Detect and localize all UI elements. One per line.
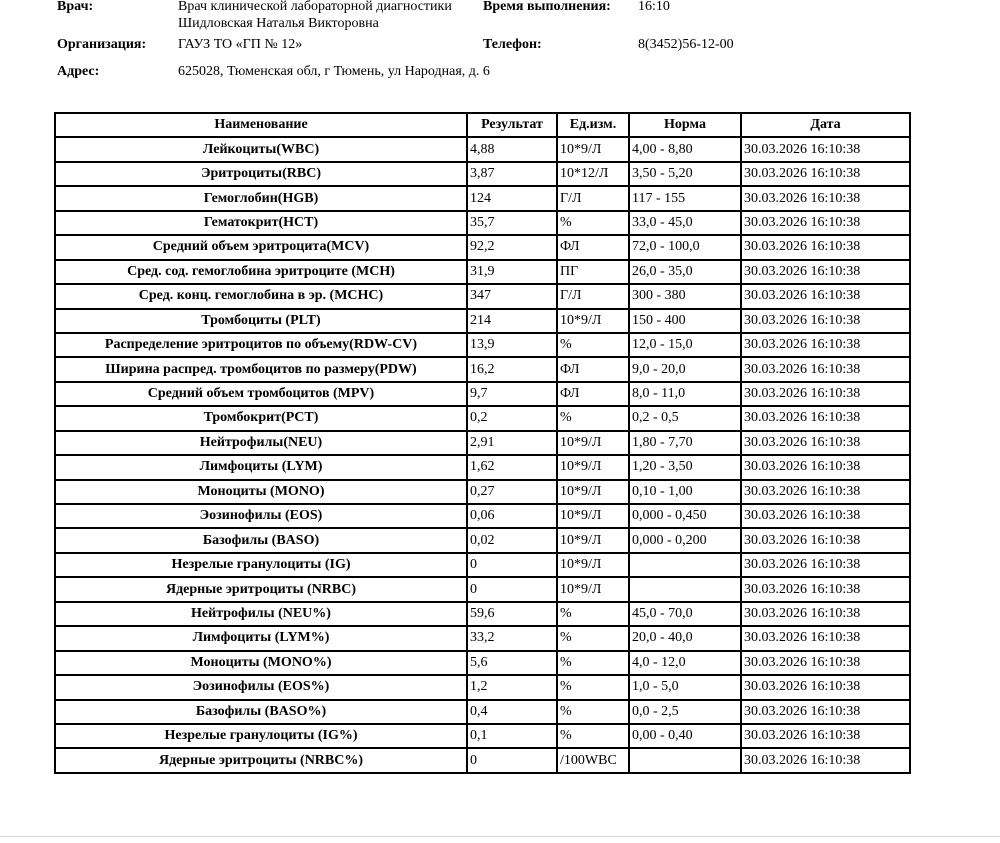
- test-name-cell: Эозинофилы (EOS): [55, 504, 467, 528]
- unit-cell: 10*9/Л: [557, 137, 629, 161]
- unit-cell: %: [557, 602, 629, 626]
- date-cell: 30.03.2026 16:10:38: [741, 651, 910, 675]
- reference-range-cell: 0,0 - 2,5: [629, 700, 741, 724]
- reference-range-cell: 0,000 - 0,450: [629, 504, 741, 528]
- result-value-cell: 5,6: [467, 651, 557, 675]
- test-name-cell: Моноциты (MONO): [55, 480, 467, 504]
- result-value-cell: 214: [467, 309, 557, 333]
- table-row: [55, 577, 910, 601]
- table-row: [55, 382, 910, 406]
- result-value-cell: 0: [467, 748, 557, 772]
- test-name-cell: Гемоглобин(HGB): [55, 186, 467, 210]
- page-divider: [0, 836, 1000, 837]
- unit-cell: %: [557, 651, 629, 675]
- table-row: [55, 357, 910, 381]
- table-row: [55, 553, 910, 577]
- table-row: [55, 455, 910, 479]
- test-name-cell: Моноциты (MONO%): [55, 651, 467, 675]
- test-name-cell: Гематокрит(HCT): [55, 211, 467, 235]
- table-row: [55, 260, 910, 284]
- table-row: [55, 724, 910, 748]
- test-name-cell: Сред. конц. гемоглобина в эр. (MCHC): [55, 284, 467, 308]
- result-value-cell: 4,88: [467, 137, 557, 161]
- result-value-cell: 0,2: [467, 406, 557, 430]
- date-cell: 30.03.2026 16:10:38: [741, 260, 910, 284]
- unit-cell: ФЛ: [557, 235, 629, 259]
- unit-cell: 10*9/Л: [557, 528, 629, 552]
- test-name-cell: Тромбоциты (PLT): [55, 309, 467, 333]
- reference-range-cell: 150 - 400: [629, 309, 741, 333]
- column-header-date: Дата: [741, 113, 910, 137]
- result-value-cell: 347: [467, 284, 557, 308]
- unit-cell: ПГ: [557, 260, 629, 284]
- execution-time-label: Время выполнения:: [483, 0, 611, 14]
- result-value-cell: 35,7: [467, 211, 557, 235]
- result-value-cell: 1,62: [467, 455, 557, 479]
- date-cell: 30.03.2026 16:10:38: [741, 284, 910, 308]
- table-row: [55, 211, 910, 235]
- reference-range-cell: [629, 748, 741, 772]
- date-cell: 30.03.2026 16:10:38: [741, 455, 910, 479]
- result-value-cell: 16,2: [467, 357, 557, 381]
- date-cell: 30.03.2026 16:10:38: [741, 137, 910, 161]
- organization-value: ГАУЗ ТО «ГП № 12»: [178, 37, 303, 52]
- reference-range-cell: 0,10 - 1,00: [629, 480, 741, 504]
- date-cell: 30.03.2026 16:10:38: [741, 480, 910, 504]
- table-row: [55, 675, 910, 699]
- unit-cell: 10*12/Л: [557, 162, 629, 186]
- result-value-cell: 9,7: [467, 382, 557, 406]
- table-row: [55, 333, 910, 357]
- date-cell: 30.03.2026 16:10:38: [741, 724, 910, 748]
- reference-range-cell: 12,0 - 15,0: [629, 333, 741, 357]
- reference-range-cell: 1,80 - 7,70: [629, 431, 741, 455]
- table-row: [55, 700, 910, 724]
- results-table: [54, 112, 911, 774]
- date-cell: 30.03.2026 16:10:38: [741, 235, 910, 259]
- table-row: [55, 431, 910, 455]
- reference-range-cell: 0,2 - 0,5: [629, 406, 741, 430]
- unit-cell: 10*9/Л: [557, 504, 629, 528]
- test-name-cell: Ядерные эритроциты (NRBC%): [55, 748, 467, 772]
- test-name-cell: Нейтрофилы (NEU%): [55, 602, 467, 626]
- doctor-position: Врач клинической лабораторной диагностики: [178, 0, 452, 14]
- table-row: [55, 626, 910, 650]
- column-header-unit: Ед.изм.: [557, 113, 629, 137]
- reference-range-cell: 72,0 - 100,0: [629, 235, 741, 259]
- date-cell: 30.03.2026 16:10:38: [741, 431, 910, 455]
- unit-cell: 10*9/Л: [557, 309, 629, 333]
- result-value-cell: 0,06: [467, 504, 557, 528]
- execution-time-value: 16:10: [638, 0, 670, 14]
- unit-cell: 10*9/Л: [557, 577, 629, 601]
- test-name-cell: Лимфоциты (LYM): [55, 455, 467, 479]
- test-name-cell: Незрелые гранулоциты (IG%): [55, 724, 467, 748]
- date-cell: 30.03.2026 16:10:38: [741, 382, 910, 406]
- table-row: [55, 504, 910, 528]
- result-value-cell: 0,02: [467, 528, 557, 552]
- reference-range-cell: 8,0 - 11,0: [629, 382, 741, 406]
- reference-range-cell: [629, 577, 741, 601]
- date-cell: 30.03.2026 16:10:38: [741, 626, 910, 650]
- result-value-cell: 1,2: [467, 675, 557, 699]
- unit-cell: ФЛ: [557, 382, 629, 406]
- column-header-name: Наименование: [55, 113, 467, 137]
- table-row: [55, 748, 910, 772]
- unit-cell: %: [557, 406, 629, 430]
- result-value-cell: 3,87: [467, 162, 557, 186]
- test-name-cell: Сред. сод. гемоглобина эритроците (MCH): [55, 260, 467, 284]
- table-row: [55, 137, 910, 161]
- doctor-label: Врач:: [57, 0, 94, 14]
- phone-label: Телефон:: [483, 37, 542, 52]
- column-header-result: Результат: [467, 113, 557, 137]
- reference-range-cell: 3,50 - 5,20: [629, 162, 741, 186]
- reference-range-cell: 300 - 380: [629, 284, 741, 308]
- table-row: [55, 602, 910, 626]
- unit-cell: %: [557, 211, 629, 235]
- date-cell: 30.03.2026 16:10:38: [741, 406, 910, 430]
- date-cell: 30.03.2026 16:10:38: [741, 528, 910, 552]
- unit-cell: Г/Л: [557, 284, 629, 308]
- date-cell: 30.03.2026 16:10:38: [741, 675, 910, 699]
- reference-range-cell: 45,0 - 70,0: [629, 602, 741, 626]
- table-row: [55, 480, 910, 504]
- table-row: [55, 406, 910, 430]
- test-name-cell: Средний объем тромбоцитов (MPV): [55, 382, 467, 406]
- result-value-cell: 0: [467, 553, 557, 577]
- test-name-cell: Незрелые гранулоциты (IG): [55, 553, 467, 577]
- result-value-cell: 124: [467, 186, 557, 210]
- table-row: [55, 186, 910, 210]
- reference-range-cell: 26,0 - 35,0: [629, 260, 741, 284]
- unit-cell: 10*9/Л: [557, 455, 629, 479]
- test-name-cell: Лимфоциты (LYM%): [55, 626, 467, 650]
- result-value-cell: 33,2: [467, 626, 557, 650]
- test-name-cell: Эритроциты(RBC): [55, 162, 467, 186]
- test-name-cell: Средний объем эритроцита(MCV): [55, 235, 467, 259]
- date-cell: 30.03.2026 16:10:38: [741, 333, 910, 357]
- address-label: Адрес:: [57, 64, 100, 79]
- reference-range-cell: 0,000 - 0,200: [629, 528, 741, 552]
- organization-label: Организация:: [57, 37, 147, 52]
- reference-range-cell: 1,0 - 5,0: [629, 675, 741, 699]
- date-cell: 30.03.2026 16:10:38: [741, 186, 910, 210]
- table-row: [55, 235, 910, 259]
- test-name-cell: Тромбокрит(PCT): [55, 406, 467, 430]
- doctor-name: Шидловская Наталья Викторовна: [178, 16, 379, 31]
- result-value-cell: 0: [467, 577, 557, 601]
- unit-cell: %: [557, 700, 629, 724]
- reference-range-cell: 4,0 - 12,0: [629, 651, 741, 675]
- date-cell: 30.03.2026 16:10:38: [741, 602, 910, 626]
- unit-cell: 10*9/Л: [557, 553, 629, 577]
- table-row: [55, 309, 910, 333]
- date-cell: 30.03.2026 16:10:38: [741, 162, 910, 186]
- test-name-cell: Базофилы (BASO): [55, 528, 467, 552]
- reference-range-cell: 1,20 - 3,50: [629, 455, 741, 479]
- result-value-cell: 59,6: [467, 602, 557, 626]
- table-header-row: [55, 113, 910, 137]
- column-header-norm: Норма: [629, 113, 741, 137]
- test-name-cell: Ядерные эритроциты (NRBC): [55, 577, 467, 601]
- reference-range-cell: 4,00 - 8,80: [629, 137, 741, 161]
- result-value-cell: 2,91: [467, 431, 557, 455]
- date-cell: 30.03.2026 16:10:38: [741, 577, 910, 601]
- date-cell: 30.03.2026 16:10:38: [741, 309, 910, 333]
- result-value-cell: 0,1: [467, 724, 557, 748]
- date-cell: 30.03.2026 16:10:38: [741, 748, 910, 772]
- date-cell: 30.03.2026 16:10:38: [741, 700, 910, 724]
- date-cell: 30.03.2026 16:10:38: [741, 553, 910, 577]
- result-value-cell: 0,4: [467, 700, 557, 724]
- unit-cell: ФЛ: [557, 357, 629, 381]
- unit-cell: 10*9/Л: [557, 480, 629, 504]
- date-cell: 30.03.2026 16:10:38: [741, 211, 910, 235]
- result-value-cell: 13,9: [467, 333, 557, 357]
- result-value-cell: 31,9: [467, 260, 557, 284]
- reference-range-cell: [629, 553, 741, 577]
- test-name-cell: Эозинофилы (EOS%): [55, 675, 467, 699]
- reference-range-cell: 33,0 - 45,0: [629, 211, 741, 235]
- reference-range-cell: 9,0 - 20,0: [629, 357, 741, 381]
- result-value-cell: 92,2: [467, 235, 557, 259]
- unit-cell: %: [557, 333, 629, 357]
- unit-cell: %: [557, 724, 629, 748]
- table-row: [55, 528, 910, 552]
- reference-range-cell: 20,0 - 40,0: [629, 626, 741, 650]
- date-cell: 30.03.2026 16:10:38: [741, 357, 910, 381]
- reference-range-cell: 117 - 155: [629, 186, 741, 210]
- test-name-cell: Лейкоциты(WBC): [55, 137, 467, 161]
- table-row: [55, 284, 910, 308]
- test-name-cell: Нейтрофилы(NEU): [55, 431, 467, 455]
- address-value: 625028, Тюменская обл, г Тюмень, ул Народная, д. 6: [178, 64, 490, 79]
- test-name-cell: Базофилы (BASO%): [55, 700, 467, 724]
- unit-cell: %: [557, 626, 629, 650]
- phone-value: 8(3452)56-12-00: [638, 37, 734, 52]
- test-name-cell: Ширина распред. тромбоцитов по размеру(PDW): [55, 357, 467, 381]
- table-row: [55, 162, 910, 186]
- unit-cell: %: [557, 675, 629, 699]
- result-value-cell: 0,27: [467, 480, 557, 504]
- date-cell: 30.03.2026 16:10:38: [741, 504, 910, 528]
- unit-cell: 10*9/Л: [557, 431, 629, 455]
- table-row: [55, 651, 910, 675]
- unit-cell: Г/Л: [557, 186, 629, 210]
- test-name-cell: Распределение эритроцитов по объему(RDW-CV): [55, 333, 467, 357]
- unit-cell: /100WBC: [557, 748, 629, 772]
- reference-range-cell: 0,00 - 0,40: [629, 724, 741, 748]
